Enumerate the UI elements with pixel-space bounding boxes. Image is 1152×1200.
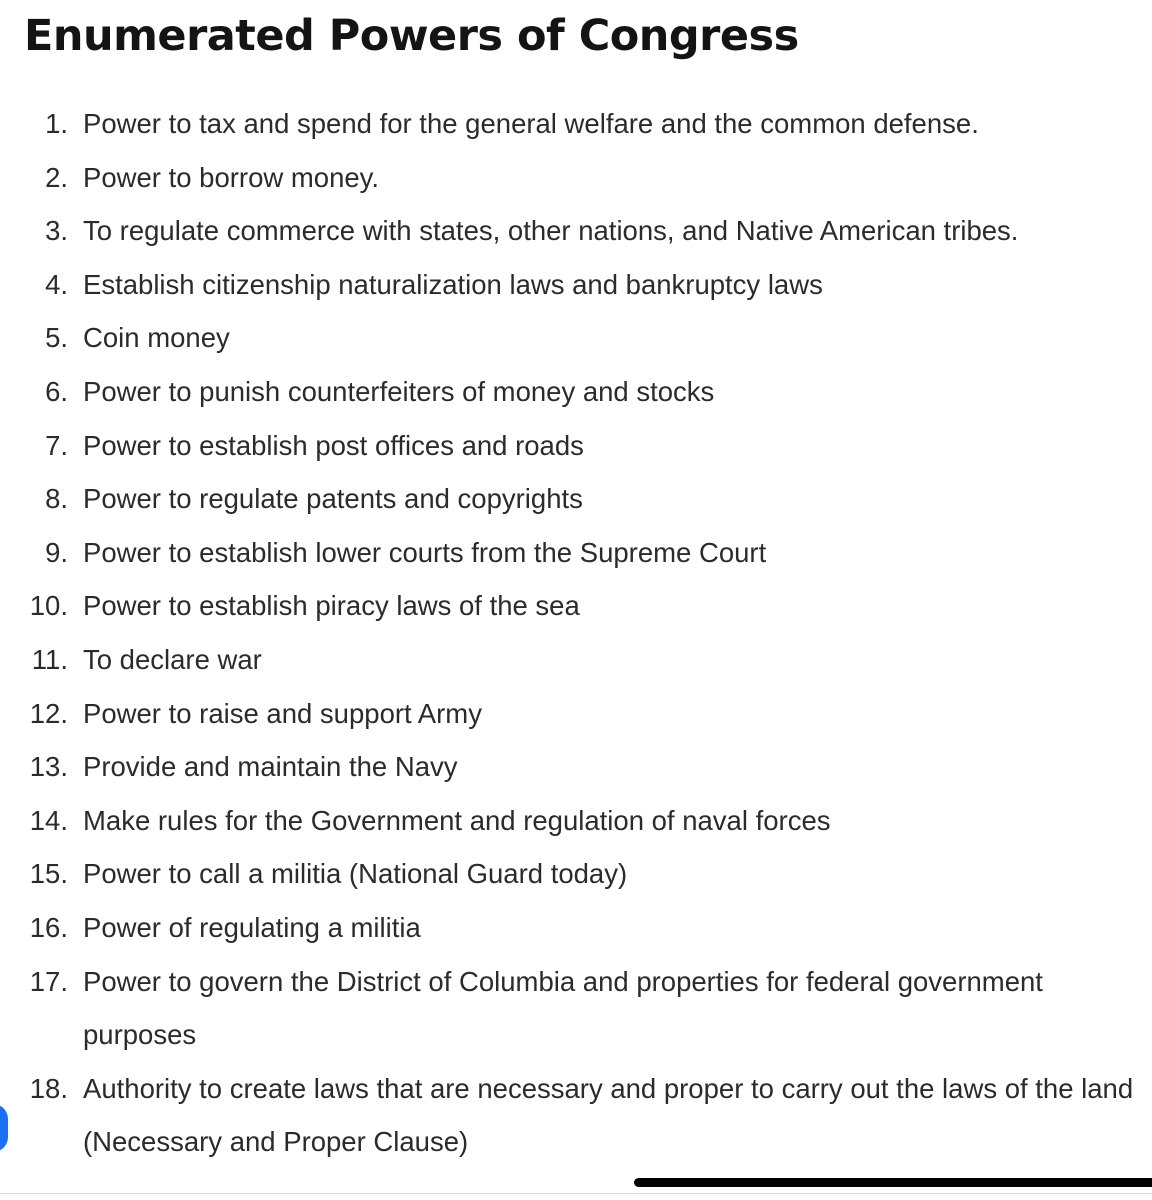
list-item-number: 4. [45,268,68,300]
list-item-number: 17. [29,965,68,997]
list-item [0,794,1152,848]
list-item-number: 9. [45,536,68,568]
list-item-text: To declare war [83,643,262,675]
list-item-text: To regulate commerce with states, other nations, and Native American tribes. [83,215,1019,247]
list-item-text: Power to establish piracy laws of the sea [83,590,580,622]
list-item-text: Establish citizenship naturalization laws and bankruptcy laws [83,268,823,300]
list-item-text: Power to call a militia (National Guard today) [83,858,628,890]
list-item [0,633,1152,687]
list-item [0,901,1152,955]
list-item [0,472,1152,526]
list-item-text: Power to govern the District of Columbia and properties for federal government purposes [83,965,1043,1051]
list-item [0,579,1152,633]
list-item-text: Provide and maintain the Navy [83,751,458,783]
list-item [0,526,1152,580]
list-item-text: Authority to create laws that are necessary and proper to carry out the laws of the land (Necessary and Proper Clause) [83,1072,1134,1158]
list-item [0,97,1152,151]
list-item-number: 5. [45,322,68,354]
list-item-text: Power to regulate patents and copyrights [83,483,583,515]
list-item-number: 12. [29,697,68,729]
list-item [0,365,1152,419]
list-item-text: Make rules for the Government and regulation of naval forces [83,804,831,836]
list-item-text: Power to borrow money. [83,161,380,193]
powers-list [0,97,1152,1169]
list-item-text: Power to establish lower courts from the Supreme Court [83,536,767,568]
list-item [0,740,1152,794]
list-item-number: 16. [29,911,68,943]
bottom-divider [0,1193,1152,1194]
list-item [0,1062,1152,1169]
list-item [0,419,1152,473]
list-item-text: Coin money [83,322,230,354]
list-item-number: 14. [29,804,68,836]
list-item-number: 15. [29,858,68,890]
page-title: Enumerated Powers of Congress [24,11,799,61]
list-item-number: 3. [45,215,68,247]
list-item [0,151,1152,205]
list-item [0,204,1152,258]
list-item [0,258,1152,312]
list-item-number: 6. [45,375,68,407]
list-item-number: 10. [29,590,68,622]
list-item-number: 13. [29,751,68,783]
list-item [0,955,1152,1062]
list-item-text: Power to establish post offices and roads [83,429,584,461]
list-item-text: Power to raise and support Army [83,697,482,729]
list-item [0,311,1152,365]
list-item-text: Power to punish counterfeiters of money and stocks [83,375,715,407]
list-item-number: 11. [31,643,68,675]
list-item-number: 1. [45,108,68,139]
list-item-number: 2. [45,161,68,193]
home-indicator[interactable] [634,1178,1152,1187]
list-item-text: Power to tax and spend for the general welfare and the common defense. [83,108,979,139]
list-item-text: Power of regulating a militia [83,911,421,943]
list-item-number: 7. [45,429,68,461]
list-item-number: 18. [29,1072,68,1104]
list-item [0,847,1152,901]
list-item [0,687,1152,741]
list-item-number: 8. [45,483,68,515]
